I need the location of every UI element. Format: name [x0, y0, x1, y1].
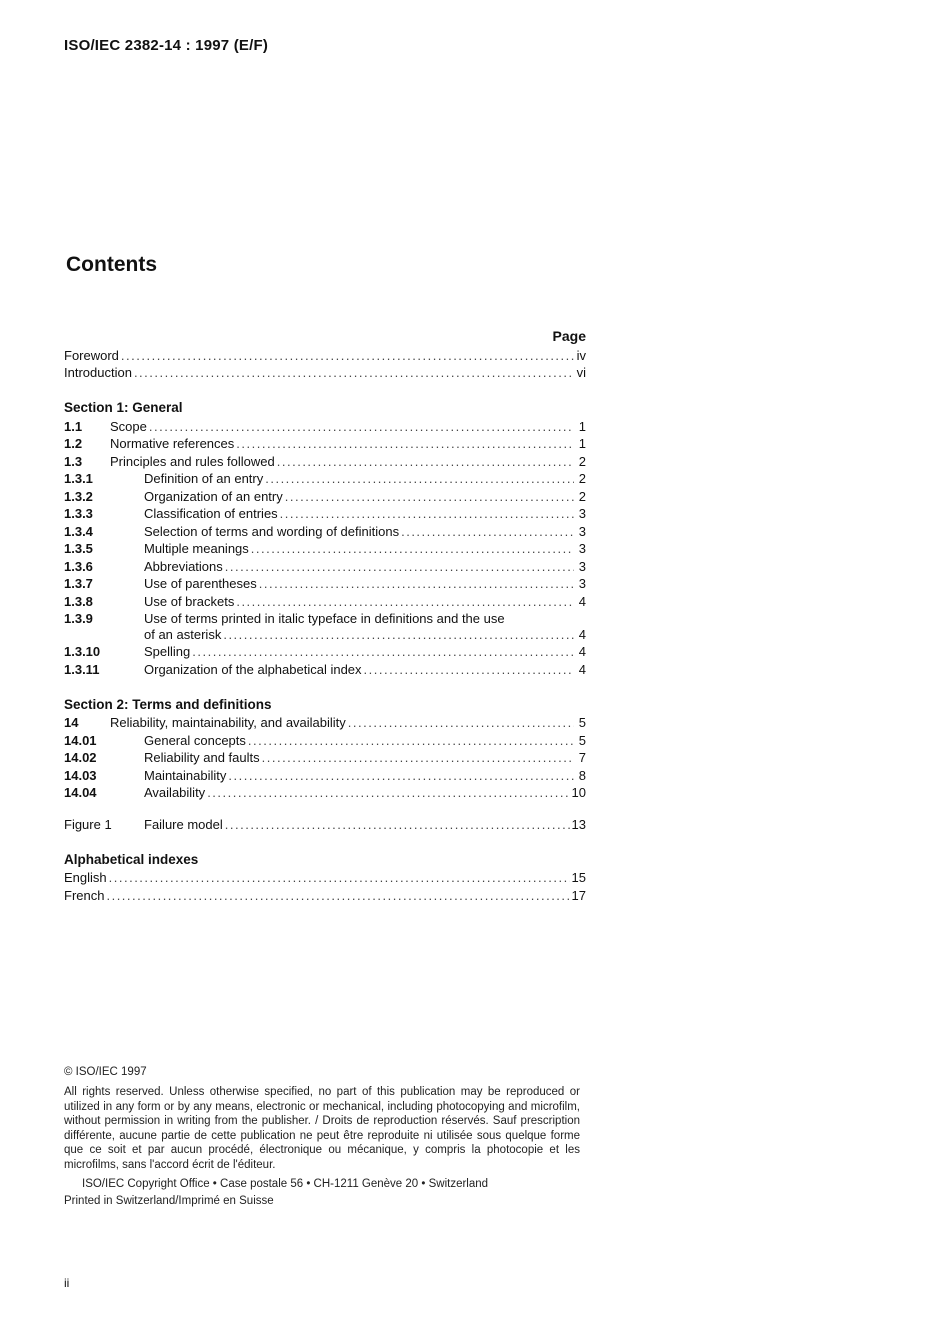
toc-entry[interactable] — [64, 557, 586, 575]
toc-page: 17 — [571, 887, 586, 903]
toc-label: Use of brackets — [144, 593, 235, 609]
toc-number: 1.3.1 — [64, 471, 93, 486]
toc-label: Scope — [110, 418, 147, 434]
toc-page: 3 — [578, 506, 586, 521]
toc-label: Classification of entries — [144, 506, 278, 521]
toc-entry[interactable] — [64, 643, 586, 661]
toc-label: Selection of terms and wording of definitions — [144, 523, 400, 539]
toc-number: 14.03 — [64, 767, 97, 783]
toc-label: Principles and rules followed — [110, 453, 275, 469]
toc-label: Organization of an entry — [144, 488, 283, 504]
toc-label: Availability — [144, 785, 206, 800]
toc-entry[interactable] — [64, 784, 586, 802]
toc-number: 1.3.2 — [64, 488, 93, 504]
toc-number: 1.3.9 — [64, 610, 93, 626]
toc-entry[interactable] — [64, 470, 586, 488]
toc-page: 4 — [578, 661, 586, 677]
toc-label: Normative references — [110, 436, 235, 451]
toc-number: 1.3 — [64, 453, 83, 469]
toc-number: 1.3.4 — [64, 523, 93, 539]
toc-page: 4 — [578, 593, 586, 609]
toc-number: 1.1 — [64, 418, 83, 434]
toc-number: 1.3.6 — [64, 558, 93, 574]
section-2-heading: Section 2: Terms and definitions — [64, 696, 272, 712]
table-of-contents — [64, 328, 586, 904]
toc-page: 3 — [578, 523, 586, 539]
toc-entry[interactable] — [64, 610, 586, 627]
toc-label: Use of parentheses — [144, 576, 257, 591]
toc-label: Introduction — [64, 365, 132, 380]
toc-label: Failure model — [144, 816, 223, 832]
toc-label: Definition of an entry — [144, 471, 264, 486]
toc-page: 5 — [578, 715, 586, 730]
toc-page: 15 — [571, 870, 586, 885]
toc-page: 13 — [571, 816, 586, 832]
toc-entry-figure[interactable] — [64, 815, 586, 833]
document-header: ISO/IEC 2382-14 : 1997 (E/F) — [64, 37, 269, 54]
toc-label: Foreword — [64, 347, 119, 363]
toc-label: English — [64, 870, 107, 885]
copyright-office-address: ISO/IEC Copyright Office • Case postale 56 • CH-1211 Genève 20 • Switzerland — [82, 1178, 489, 1190]
section-1-heading: Section 1: General — [64, 400, 183, 415]
toc-page: vi — [576, 365, 586, 380]
toc-number: 14.01 — [64, 732, 97, 748]
toc-page: 4 — [578, 626, 586, 642]
copyright-block — [64, 1066, 580, 1207]
toc-entry[interactable] — [64, 522, 586, 540]
toc-entry[interactable] — [64, 660, 586, 678]
toc-entry[interactable] — [64, 749, 586, 767]
toc-number: 1.3.11 — [64, 661, 100, 677]
toc-entry-introduction[interactable] — [64, 364, 586, 382]
toc-page: 3 — [578, 576, 586, 591]
toc-label: Reliability and faults — [144, 750, 260, 765]
toc-page: 2 — [578, 471, 586, 486]
toc-page: 3 — [578, 558, 586, 574]
toc-page: 2 — [578, 488, 586, 504]
copyright-notice: © ISO/IEC 1997 — [64, 1066, 147, 1078]
toc-label: Reliability, maintainability, and availability — [110, 715, 346, 730]
toc-label: Multiple meanings — [144, 541, 249, 556]
toc-page: iv — [576, 347, 586, 363]
toc-page: 10 — [571, 785, 586, 800]
toc-number: 1.3.8 — [64, 593, 93, 609]
toc-entry[interactable] — [64, 575, 586, 593]
page-column-label: Page — [552, 328, 586, 344]
toc-entry[interactable] — [64, 592, 586, 610]
toc-entry-index-french[interactable] — [64, 886, 586, 904]
toc-number: 1.2 — [64, 436, 83, 451]
toc-entry[interactable] — [64, 714, 586, 732]
toc-number: 14.02 — [64, 750, 97, 765]
toc-page: 2 — [578, 453, 586, 469]
toc-label: French — [64, 887, 105, 903]
toc-page: 7 — [578, 750, 586, 765]
toc-number: 14 — [64, 715, 79, 730]
toc-number: 1.3.5 — [64, 541, 93, 556]
toc-page: 1 — [578, 418, 586, 434]
page-title: Contents — [66, 253, 157, 276]
toc-label: Spelling — [144, 644, 191, 659]
indexes-heading: Alphabetical indexes — [64, 851, 199, 867]
toc-label: Maintainability — [144, 767, 227, 783]
printed-in: Printed in Switzerland/Imprimé en Suisse — [64, 1195, 274, 1207]
rights-statement: All rights reserved. Unless otherwise specified, no part of this publication may be reproduced or utilized in any form or by any means, electronic or mechanical, including photocopying and microfilm, without permission in writing from the publisher. / Droits de reproduction réservés. Sauf prescription différente, aucune partie de cette publication ne peut être reproduite ni utilisée sous quelque forme que ce soit et par aucun procédé, électronique ou mécanique, y compris la photocopie et les microfilms, sans l'accord écrit de l'éditeur. — [64, 1086, 580, 1171]
toc-label: General concepts — [144, 732, 246, 748]
toc-entry-continuation[interactable] — [64, 627, 586, 643]
toc-entry[interactable] — [64, 452, 586, 470]
toc-number: 1.3.3 — [64, 506, 93, 521]
toc-entry[interactable] — [64, 766, 586, 784]
toc-label: Abbreviations — [144, 558, 223, 574]
toc-number: 14.04 — [64, 785, 97, 800]
toc-entry[interactable] — [64, 487, 586, 505]
toc-page: 8 — [578, 767, 586, 783]
page-number: ii — [64, 1276, 70, 1290]
toc-page: 3 — [578, 541, 586, 556]
toc-label: of an asterisk — [144, 626, 222, 642]
toc-page: 1 — [578, 436, 586, 451]
toc-entry-foreword[interactable] — [64, 346, 586, 364]
toc-number: 1.3.7 — [64, 576, 93, 591]
toc-page: 4 — [578, 644, 586, 659]
toc-entry[interactable] — [64, 435, 586, 453]
toc-entry-index-english[interactable] — [64, 869, 586, 887]
toc-number: Figure 1 — [64, 816, 112, 832]
toc-label: Use of terms printed in italic typeface in definitions and the use — [144, 610, 505, 626]
toc-label: Organization of the alphabetical index — [144, 661, 362, 677]
toc-entry[interactable] — [64, 540, 586, 558]
toc-entry[interactable] — [64, 417, 586, 435]
toc-page: 5 — [578, 732, 586, 748]
toc-entry[interactable] — [64, 731, 586, 749]
toc-number: 1.3.10 — [64, 644, 101, 659]
toc-entry[interactable] — [64, 505, 586, 523]
